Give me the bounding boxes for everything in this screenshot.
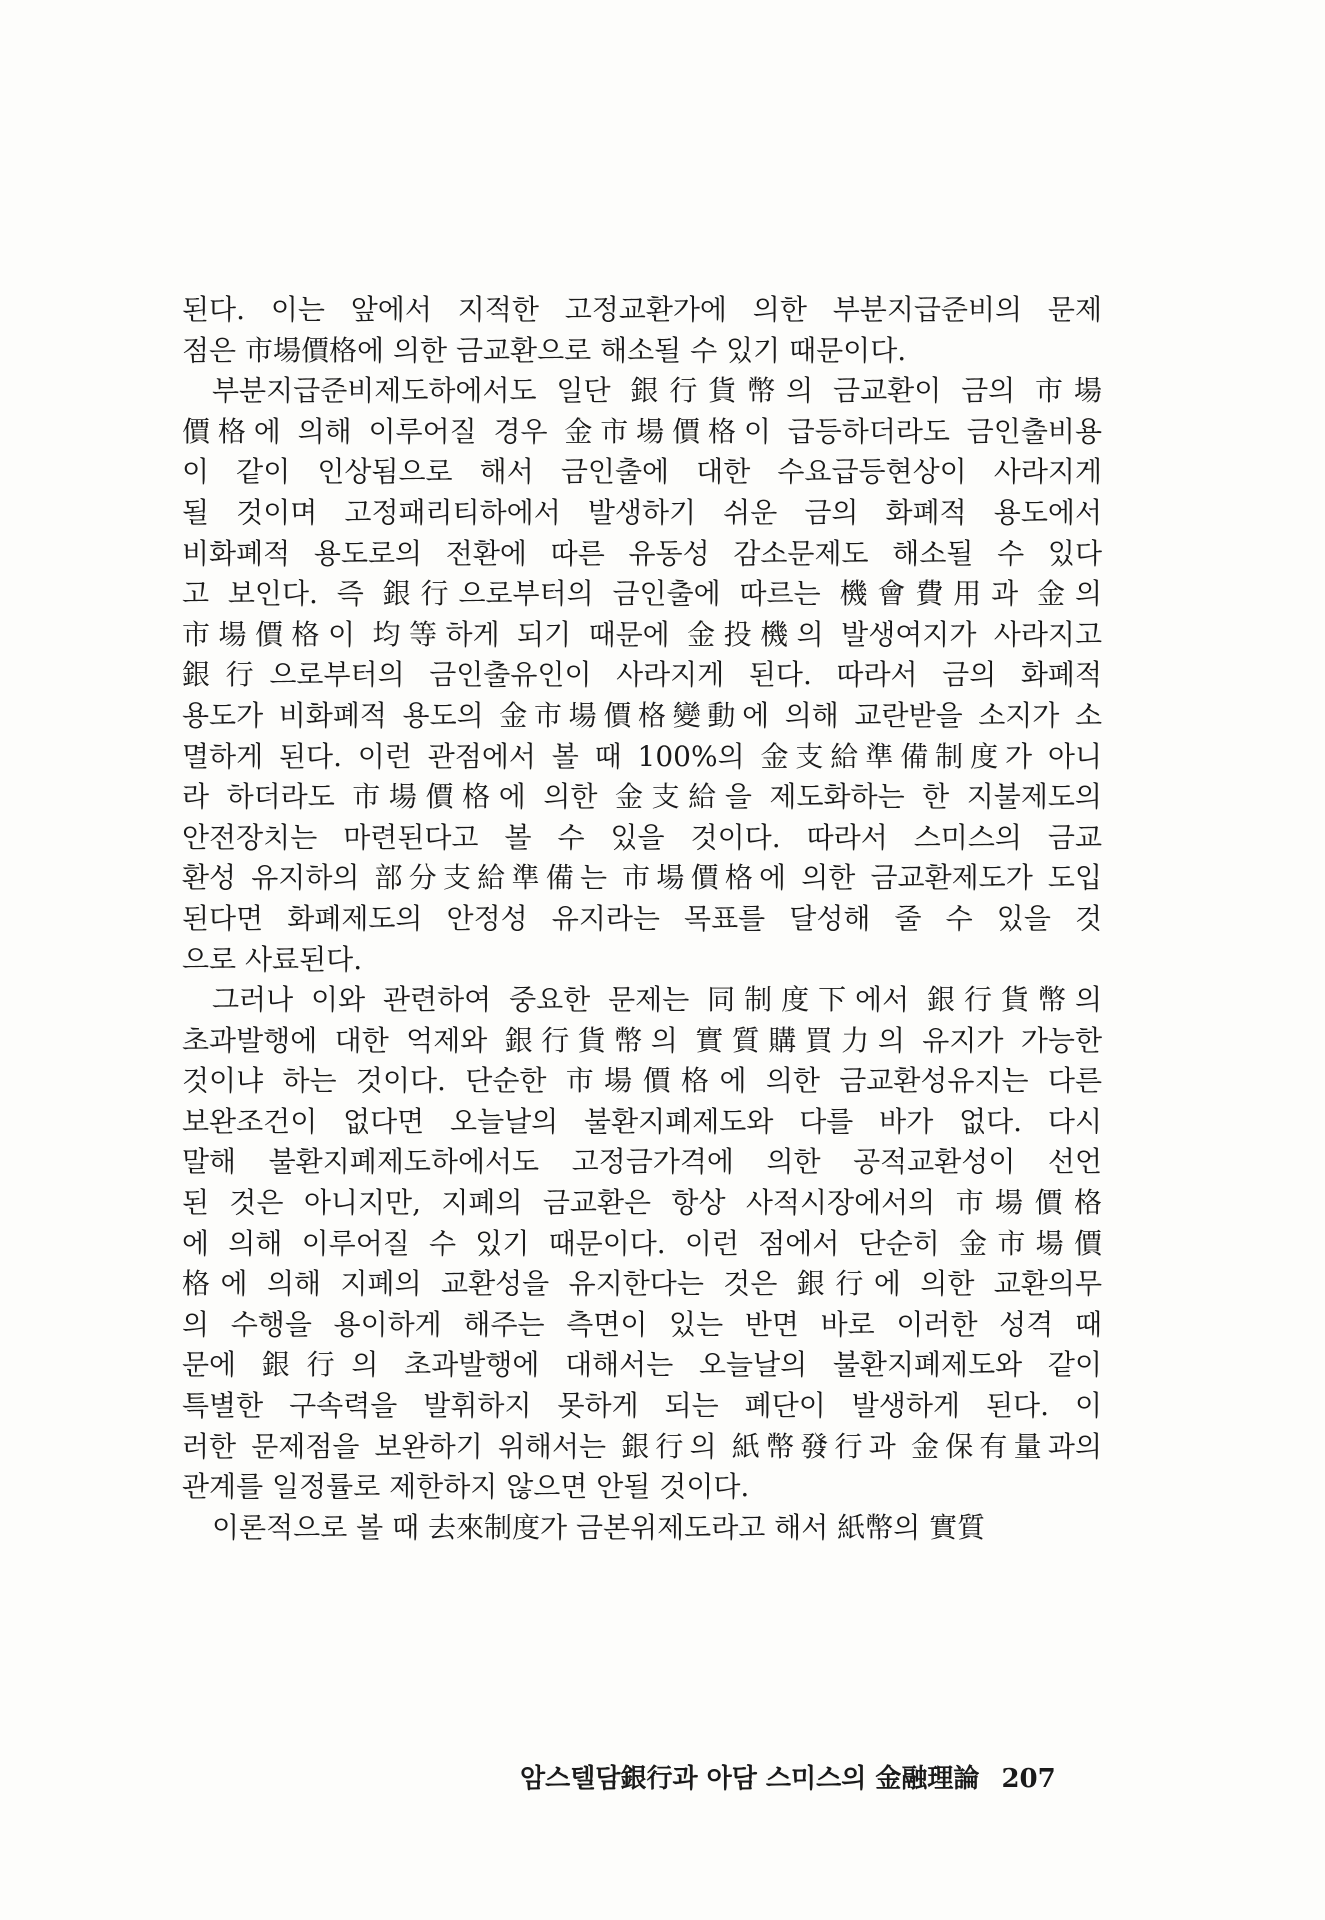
- text-line: 의 수행을 용이하게 해주는 측면이 있는 반면 바로 이러한 성격 때: [182, 1307, 1102, 1341]
- text-line: 러한 문제점을 보완하기 위해서는 銀行의 紙幣發行과 金保有量과의: [182, 1429, 1102, 1463]
- text-line: 문에 銀行의 초과발행에 대해서는 오늘날의 불환지폐제도와 같이: [182, 1348, 1102, 1382]
- text-line: 멸하게 된다. 이런 관점에서 볼 때 100%의 金支給準備制度가 아니: [182, 739, 1102, 773]
- text-line: 그러나 이와 관련하여 중요한 문제는 同制度下에서 銀行貨幣의: [212, 983, 1102, 1017]
- text-line: 格에 의해 지폐의 교환성을 유지한다는 것은 銀行에 의한 교환의무: [182, 1267, 1102, 1301]
- text-line: 에 의해 이루어질 수 있기 때문이다. 이런 점에서 단순히 金市場價: [182, 1226, 1102, 1260]
- text-line: 특별한 구속력을 발휘하지 못하게 되는 폐단이 발생하게 된다. 이: [182, 1389, 1102, 1423]
- text-line: 라 하더라도 市場價格에 의한 金支給을 제도화하는 한 지불제도의: [182, 780, 1102, 814]
- text-line: 市場價格이 均等하게 되기 때문에 金投機의 발생여지가 사라지고: [182, 617, 1102, 651]
- body-text: [182, 290, 1102, 1548]
- text-line: 초과발행에 대한 억제와 銀行貨幣의 實質購買力의 유지가 가능한: [182, 1023, 1102, 1057]
- text-line: 될 것이며 고정패리티하에서 발생하기 쉬운 금의 화폐적 용도에서: [182, 495, 1102, 529]
- text-line: 된다면 화폐제도의 안정성 유지라는 목표를 달성해 줄 수 있을 것: [182, 901, 1102, 935]
- paragraph: [182, 290, 1102, 371]
- text-line: 보완조건이 없다면 오늘날의 불환지폐제도와 다를 바가 없다. 다시: [182, 1104, 1102, 1138]
- text-line: 말해 불환지폐제도하에서도 고정금가격에 의한 공적교환성이 선언: [182, 1145, 1102, 1179]
- text-line: 고 보인다. 즉 銀行으로부터의 금인출에 따르는 機會費用과 金의: [182, 577, 1102, 611]
- running-title: 암스텔담銀行과 아담 스미스의 金融理論: [520, 1764, 980, 1794]
- paragraph: [182, 980, 1102, 1508]
- text-line: 銀行으로부터의 금인출유인이 사라지게 된다. 따라서 금의 화폐적: [182, 658, 1102, 692]
- text-line: 환성 유지하의 部分支給準備는 市場價格에 의한 금교환제도가 도입: [182, 861, 1102, 895]
- page-number: 207: [1001, 1764, 1056, 1794]
- paragraph: [182, 371, 1102, 980]
- text-line: 된다. 이는 앞에서 지적한 고정교환가에 의한 부분지급준비의 문제: [182, 293, 1102, 326]
- text-line: 점은 市場價格에 의한 금교환으로 해소될 수 있기 때문이다.: [182, 333, 907, 367]
- text-line: 價格에 의해 이루어질 경우 金市場價格이 급등하더라도 금인출비용: [182, 414, 1102, 448]
- text-line: 부분지급준비제도하에서도 일단 銀行貨幣의 금교환이 금의 市場: [212, 374, 1102, 408]
- text-line: 용도가 비화폐적 용도의 金市場價格變動에 의해 교란받을 소지가 소: [182, 698, 1102, 732]
- text-line: 이론적으로 볼 때 去來制度가 금본위제도라고 해서 紙幣의 實質: [212, 1510, 986, 1544]
- text-line: 으로 사료된다.: [182, 942, 363, 976]
- text-line: 관계를 일정률로 제한하지 않으면 안될 것이다.: [182, 1470, 750, 1504]
- text-line: 된 것은 아니지만, 지폐의 금교환은 항상 사적시장에서의 市場價格: [182, 1186, 1102, 1220]
- page-footer: [520, 1758, 1060, 1795]
- text-line: 것이냐 하는 것이다. 단순한 市場價格에 의한 금교환성유지는 다른: [182, 1064, 1102, 1098]
- text-line: 이 같이 인상됨으로 해서 금인출에 대한 수요급등현상이 사라지게: [182, 455, 1102, 489]
- text-line: 비화폐적 용도로의 전환에 따른 유동성 감소문제도 해소될 수 있다: [182, 536, 1102, 570]
- text-line: 안전장치는 마련된다고 볼 수 있을 것이다. 따라서 스미스의 금교: [182, 820, 1102, 854]
- paragraph: [182, 1508, 1102, 1549]
